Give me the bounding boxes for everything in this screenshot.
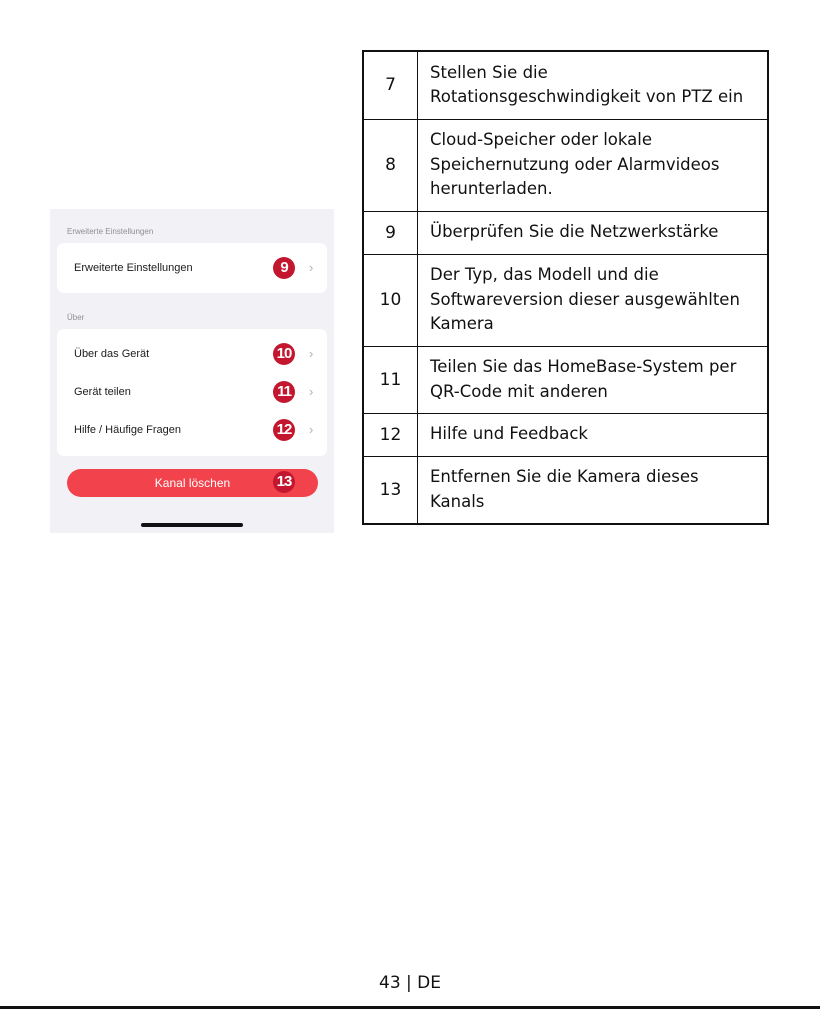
row-description: Der Typ, das Modell und die Softwareversion dieser ausgewählten Kamera: [418, 254, 769, 346]
row-number: 11: [363, 346, 418, 413]
advanced-settings-card: [57, 243, 327, 293]
row-description: Überprüfen Sie die Netzwerkstärke: [418, 211, 769, 254]
chevron-right-icon: ›: [309, 384, 314, 399]
advanced-settings-row[interactable]: [57, 255, 327, 281]
table-row: [363, 254, 768, 346]
chevron-right-icon: ›: [309, 346, 314, 361]
table-row: [363, 346, 768, 413]
share-device-row[interactable]: [57, 379, 327, 405]
table-row: [363, 456, 768, 524]
callout-badge-12: 12: [273, 419, 295, 441]
row-number: 10: [363, 254, 418, 346]
about-device-row[interactable]: [57, 341, 327, 367]
help-faq-label: Hilfe / Häufige Fragen: [74, 424, 181, 436]
share-device-label: Gerät teilen: [74, 386, 131, 398]
about-device-label: Über das Gerät: [74, 348, 150, 360]
delete-channel-button[interactable]: [67, 469, 318, 497]
app-screenshot: [50, 209, 334, 533]
about-card: [57, 329, 327, 456]
home-indicator[interactable]: [141, 523, 243, 527]
row-description: Stellen Sie die Rotationsgeschwindigkeit von PTZ ein: [418, 51, 769, 119]
advanced-settings-label: Erweiterte Einstellungen: [74, 262, 193, 274]
row-number: 9: [363, 211, 418, 254]
table-row: [363, 211, 768, 254]
row-number: 12: [363, 413, 418, 456]
section-label-advanced: Erweiterte Einstellungen: [67, 227, 154, 236]
delete-channel-label: Kanal löschen: [154, 476, 231, 490]
callout-badge-13: 13: [273, 471, 295, 493]
callout-description-table: [362, 50, 769, 525]
row-number: 7: [363, 51, 418, 119]
chevron-right-icon: ›: [309, 422, 314, 437]
table-row: [363, 119, 768, 211]
table-row: [363, 51, 768, 119]
table-row: [363, 413, 768, 456]
row-number: 8: [363, 119, 418, 211]
callout-badge-11: 11: [273, 381, 295, 403]
row-description: Cloud-Speicher oder lokale Speichernutzung oder Alarmvideos herunterladen.: [418, 119, 769, 211]
section-label-about: Über: [67, 313, 85, 322]
help-faq-row[interactable]: [57, 417, 327, 443]
row-description: Teilen Sie das HomeBase-System per QR-Code mit anderen: [418, 346, 769, 413]
chevron-right-icon: ›: [309, 260, 314, 275]
row-description: Entfernen Sie die Kamera dieses Kanals: [418, 456, 769, 524]
callout-badge-10: 10: [273, 343, 295, 365]
page-number: 43 | DE: [379, 973, 441, 993]
row-description: Hilfe und Feedback: [418, 413, 769, 456]
callout-badge-9: 9: [273, 257, 295, 279]
row-number: 13: [363, 456, 418, 524]
